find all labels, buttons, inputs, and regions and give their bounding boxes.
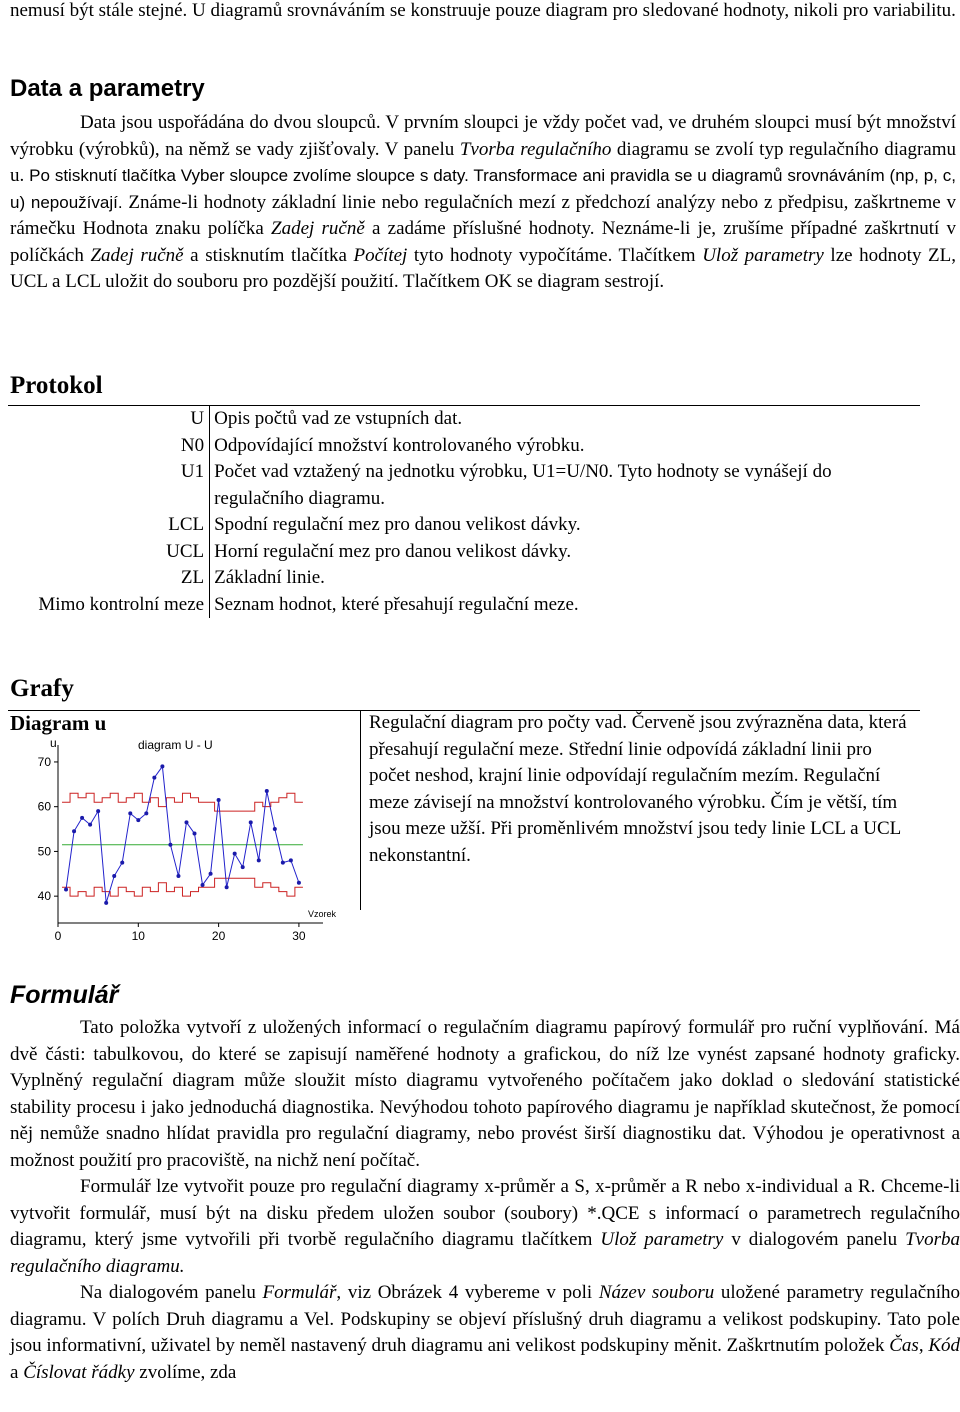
data-point <box>96 809 100 813</box>
protocol-row <box>8 592 920 619</box>
graphs-column-divider <box>360 710 362 910</box>
x-tick-label: 0 <box>54 929 62 943</box>
data-point <box>297 881 301 885</box>
data-point <box>257 858 261 862</box>
protocol-key: Mimo kontrolní meze <box>8 592 210 619</box>
data-point <box>241 865 245 869</box>
data-point <box>112 874 116 878</box>
protocol-row <box>8 459 920 512</box>
data-point <box>160 764 164 768</box>
protocol-value: Základní linie. <box>214 567 325 588</box>
y-tick-label: 70 <box>37 754 51 769</box>
data-point <box>201 883 205 887</box>
ucl-line <box>62 793 303 811</box>
protocol-heading: Protokol <box>10 372 103 399</box>
data-point <box>184 820 188 824</box>
data-point <box>152 776 156 780</box>
protocol-value: Odpovídající množství kontrolovaného výrobku. <box>214 434 585 456</box>
data-point <box>289 858 293 862</box>
diagram-description: Regulační diagram pro počty vad. Červeně jsou zvýrazněna data, která přesahují regulační meze. Střední linie odpovídá základní linii pro počet neshod, krajní linie odpovídají regulačním mezím. Regulační meze závisejí na množství kontrolovaného výrobku. Čím je větší, tím jsou meze užší. Při proměnlivém množství jsou tedy linie LCL a UCL nekonstantní. <box>369 712 907 866</box>
protocol-row <box>8 433 920 460</box>
protocol-row <box>8 565 920 592</box>
data-point <box>144 811 148 815</box>
data-point <box>217 798 221 802</box>
x-tick-label: 10 <box>131 929 145 943</box>
data-point <box>88 823 92 827</box>
protocol-key: U <box>8 406 210 433</box>
protocol-key: U1 <box>8 459 210 512</box>
protocol-key: LCL <box>8 512 210 539</box>
data-point <box>120 861 124 865</box>
x-tick-label: 30 <box>292 929 306 943</box>
form-paragraph-3: Na dialogovém panelu Formulář, viz Obrázek 4 vybereme v poli Název souboru uložené parametry regulačního diagramu. V polích Druh diagramu a Vel. Podskupiny se objeví příslušný druh diagramu a velikost podskupiny. Tato pole jsou informativní, uživatel by neměl nastavený druh diagramu ani velikost podskupiny měnit. Zaškrtnutím položek Čas, Kód a Číslovat řádky zvolíme, zda <box>10 1282 960 1383</box>
protocol-table <box>8 406 920 618</box>
x-tick-label: 20 <box>211 929 226 943</box>
data-point <box>104 901 108 905</box>
data-point <box>193 832 197 836</box>
protocol-row <box>8 539 920 566</box>
intro-paragraph: nemusí být stále stejné. U diagramů srovnáváním se konstruuje pouze diagram pro sledované hodnoty, nikoli pro variabilitu. <box>10 0 956 21</box>
y-tick-label: 50 <box>37 844 51 859</box>
y-tick-label: 60 <box>37 799 51 814</box>
y-tick-label: 40 <box>37 889 51 904</box>
graphs-heading: Grafy <box>10 675 74 702</box>
data-point <box>249 820 253 824</box>
form-paragraph-1: Tato položka vytvoří z uložených informací o regulačním diagramu papírový formulář pro ruční vyplňování. Má dvě části: tabulkovou, do které se zapisují naměřené hodnoty a grafickou, do níž lze vynést zapsané hodnoty graficky. Vyplněný regulační diagram může sloužit místo diagramu vytvořeného počítačem jako doklad o sledování statistické stability procesu i jako jednoduchá diagnostika. Nevýhodou tohoto papírového diagramu je například skutečnost, že pomocí něj nemůže snadno hlídat pravidla pro regulační diagramy, nebo provést širší diagnostiku dat. Výhodou je operativnost a možnost použití pro pracoviště, na nichž není počítač. <box>10 1017 960 1171</box>
form-paragraph-2: Formulář lze vytvořit pouze pro regulační diagramy x-průměr a S, x-průměr a R nebo x-individual a R. Chceme-li vytvořit formulář, musí být na disku předem uložen soubor (soubory) *.QCE s informací o parametrech regulačního diagramu, který jsme vytvořili při tvorbě regulačního diagramu tlačítkem Ulož parametry v dialogovém panelu Tvorba regulačního diagramu. <box>10 1176 960 1277</box>
data-point <box>265 789 269 793</box>
u-control-chart <box>8 735 338 945</box>
form-section-heading: Formulář <box>10 981 119 1009</box>
protocol-value: Spodní regulační mez pro danou velikost dávky. <box>214 514 581 535</box>
protocol-value: Horní regulační mez pro danou velikost dávky. <box>214 540 572 562</box>
data-point <box>273 827 277 831</box>
data-point <box>209 872 213 876</box>
data-point <box>72 829 76 833</box>
protocol-value: Seznam hodnot, které přesahují regulační meze. <box>214 593 579 615</box>
data-point <box>225 885 229 889</box>
form-section-body <box>10 1015 960 1386</box>
protocol-row <box>8 512 920 539</box>
protocol-value: Počet vad vztažený na jednotku výrobku, U1=U/N0. Tyto hodnoty se vynášejí do regulačního diagramu. <box>214 461 832 509</box>
protocol-key: N0 <box>8 433 210 460</box>
chart-title: diagram U - U <box>138 738 213 752</box>
protocol-key: ZL <box>8 565 210 592</box>
x-axis-label: Vzorek <box>308 909 337 919</box>
data-point <box>281 861 285 865</box>
data-point <box>80 816 84 820</box>
data-point <box>64 887 68 891</box>
data-point <box>136 818 140 822</box>
data-point <box>168 843 172 847</box>
data-point <box>128 811 132 815</box>
lcl-line <box>62 878 303 896</box>
data-section-heading: Data a parametry <box>10 75 205 102</box>
data-point <box>176 874 180 878</box>
protocol-key: UCL <box>8 539 210 566</box>
y-axis-label: u <box>50 736 57 750</box>
data-section-paragraph: Data jsou uspořádána do dvou sloupců. V prvním sloupci je vždy počet vad, ve druhém sloupci musí být množství výrobku (výrobků), na němž se vady zjišťovaly. V panelu Tvorba regulačního diagramu se zvolí typ regulačního diagramu u. Po stisknutí tlačítka Vyber sloupce zvolíme sloupce s daty. Transformace ani pravidla se u diagramů srovnáváním (np, p, c, u) nepoužívají. Známe-li hodnoty základní linie nebo regulačních mezí z předchozí analýzy nebo z předpisu, zaškrtneme v rámečku Hodnota znaku políčka Zadej ručně a zadáme příslušné hodnoty. Neznáme-li je, zrušíme případné zaškrtnutí v políčkách Zadej ručně a stisknutím tlačítka Počítej tyto hodnoty vypočítáme. Tlačítkem Ulož parametry lze hodnoty ZL, UCL a LCL uložit do souboru pro pozdější použití. Tlačítkem OK se diagram sestrojí. <box>10 112 957 292</box>
data-point <box>233 852 237 856</box>
diagram-title: Diagram u <box>10 711 107 735</box>
protocol-table-frame <box>8 405 920 618</box>
protocol-row <box>8 406 920 433</box>
protocol-value: Opis počtů vad ze vstupních dat. <box>214 408 463 429</box>
